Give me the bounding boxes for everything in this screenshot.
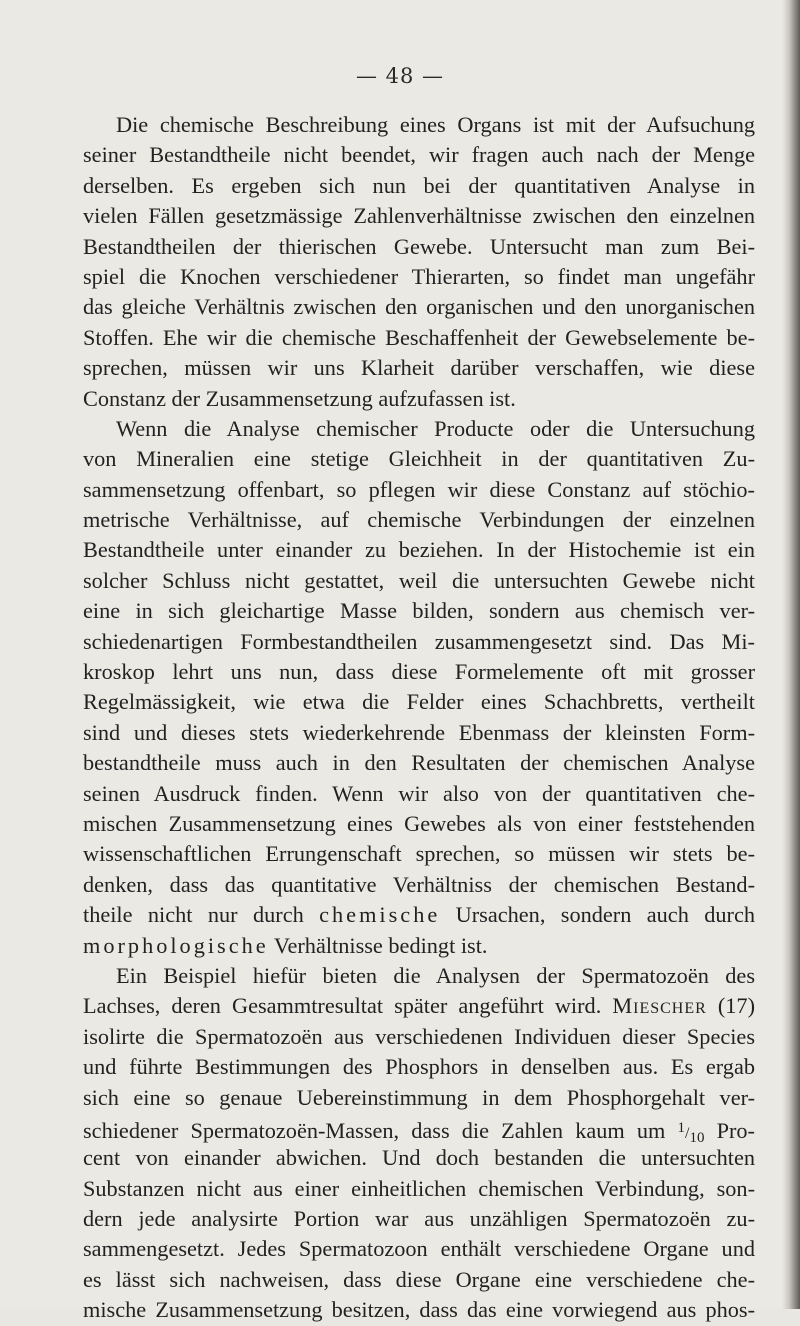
text-line: das gleiche Verhältnis zwischen den organischen und den unorganischen — [83, 294, 755, 320]
text-segment: Ursachen, sondern auch durch — [440, 902, 755, 928]
author-name: Miescher — [612, 993, 707, 1019]
fraction-numerator: 1 — [677, 1119, 685, 1136]
text-line: und führte Bestimmungen des Phosphors in denselben aus. Es ergab — [83, 1054, 755, 1080]
text-line: Die chemische Beschreibung eines Organs ist mit der Aufsuchung — [116, 112, 755, 137]
text-line: isolirte die Spermatozoën aus verschiedenen Individuen dieser Species — [83, 1023, 755, 1049]
fraction-denominator: 10 — [689, 1129, 705, 1146]
text-line: sammengesetzt. Jedes Spermatozoon enthält verschiedene Organe und — [83, 1236, 755, 1262]
paragraph-1 — [83, 110, 755, 414]
text-line: metrische Verhältnisse, auf chemische Verbindungen der einzelnen — [83, 507, 755, 533]
text-line: Bestandtheilen der thierischen Gewebe. Untersucht man zum Bei- — [83, 233, 755, 259]
text-line: Ein Beispiel hiefür bieten die Analysen der Spermatozoën des — [116, 962, 755, 988]
text-segment: schiedener Spermatozoën-Massen, dass die Zahlen kaum um — [83, 1117, 678, 1143]
text-segment: theile nicht nur durch — [83, 902, 320, 928]
text-line: mische Zusammensetzung besitzen, dass das eine vorwiegend aus phos- — [83, 1297, 755, 1323]
text-line: Bestandtheile unter einander zu beziehen. In der Histochemie ist ein — [83, 537, 755, 563]
text-line: mischen Zusammensetzung eines Gewebes als von einer feststehenden — [83, 810, 755, 836]
text-segment: Verhältnisse bedingt ist. — [268, 932, 488, 958]
text-line: wissenschaftlichen Errungenschaft sprechen, so müssen wir stets be- — [83, 841, 755, 867]
text-line: sich eine so genaue Uebereinstimmung in dem Phosphorgehalt ver- — [83, 1084, 755, 1110]
text-line: Constanz der Zusammensetzung aufzufassen ist. — [83, 385, 516, 411]
text-line: seinen Ausdruck finden. Wenn wir also von der quantitativen che- — [83, 780, 755, 806]
text-line: seiner Bestandtheile nicht beendet, wir fragen auch nach der Menge — [83, 142, 755, 168]
paragraph-2 — [83, 414, 755, 961]
text-line — [83, 900, 755, 930]
fraction: $^1/_{10}$ — [677, 1119, 705, 1146]
text-line: cent von einander abwichen. Und doch bestanden die untersuchten — [83, 1145, 755, 1171]
text-line: denken, dass das quantitative Verhältniss der chemischen Bestand- — [83, 871, 755, 897]
text-line: solcher Schluss nicht gestattet, weil die untersuchten Gewebe nicht — [83, 567, 755, 593]
citation-ref: (17) — [706, 993, 755, 1019]
text-line — [83, 931, 755, 961]
text-line: Regelmässigkeit, wie etwa die Felder eines Schachbretts, vertheilt — [83, 689, 755, 715]
emphasis-text: chemische — [319, 902, 441, 928]
text-line: dern jede analysirte Portion war aus unzähligen Spermatozoën zu- — [83, 1206, 755, 1232]
text-line: von Mineralien eine stetige Gleichheit in der quantitativen Zu- — [83, 446, 755, 472]
body-text — [83, 110, 755, 1326]
page-edge-shadow — [782, 0, 800, 1309]
text-line: sind und dieses stets wiederkehrende Ebenmass der kleinsten Form- — [83, 719, 755, 745]
text-line: Wenn die Analyse chemischer Producte oder die Untersuchung — [116, 415, 755, 441]
text-segment: Pro- — [704, 1117, 755, 1143]
text-line — [83, 1113, 755, 1146]
text-line: bestandtheile muss auch in den Resultaten der chemischen Analyse — [83, 750, 755, 776]
text-line — [83, 991, 755, 1021]
text-line: kroskop lehrt uns nun, dass diese Formelemente oft mit grosser — [83, 659, 755, 685]
text-line: es lässt sich nachweisen, dass diese Organe eine verschiedene che- — [83, 1266, 755, 1292]
emphasis-text: morphologische — [83, 932, 269, 958]
text-line: eine in sich gleichartige Masse bilden, sondern aus chemisch ver- — [83, 598, 755, 624]
text-line: vielen Fällen gesetzmässige Zahlenverhältnisse zwischen den einzelnen — [83, 203, 755, 229]
text-line: spiel die Knochen verschiedener Thierarten, so findet man ungefähr — [83, 263, 755, 289]
text-line: sammensetzung offenbart, so pflegen wir diese Constanz auf stöchio- — [83, 476, 755, 502]
paragraph-3 — [83, 961, 755, 1326]
text-line: schiedenartigen Formbestandtheilen zusammengesetzt sind. Das Mi- — [83, 628, 755, 654]
text-line: derselben. Es ergeben sich nun bei der quantitativen Analyse in — [83, 172, 755, 198]
text-line: Stoffen. Ehe wir die chemische Beschaffenheit der Gewebselemente be- — [83, 324, 755, 350]
page-number: — 48 — — [355, 64, 445, 88]
text-line: sprechen, müssen wir uns Klarheit darüber verschaffen, wie diese — [83, 355, 755, 381]
text-line: Substanzen nicht aus einer einheitlichen chemischen Verbindung, son- — [83, 1175, 755, 1201]
text-segment: Lachses, deren Gesammtresultat später angeführt wird. — [83, 993, 613, 1019]
